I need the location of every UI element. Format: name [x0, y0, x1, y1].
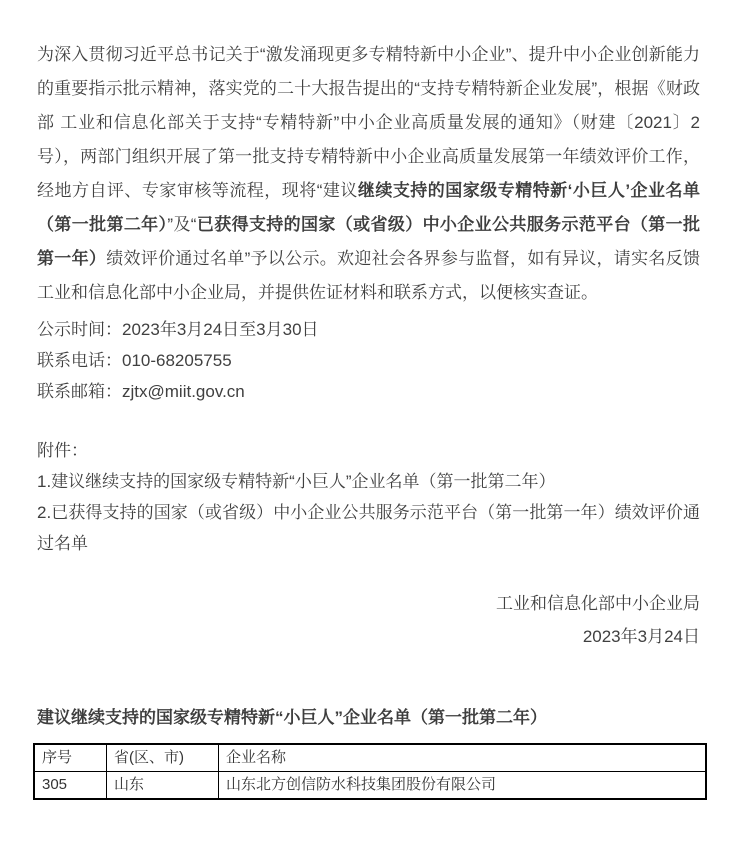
- signature: [37, 587, 700, 653]
- header-province: 省(区、市): [107, 744, 219, 772]
- bold-list1-name: 继续支持的国家级专精特新‘小巨人’企业名单（第一批第二年）: [37, 181, 700, 234]
- signature-date: 2023年3月24日: [582, 627, 700, 646]
- paragraph-lead-text: 为深入贯彻习近平总书记关于“激发涌现更多专精特新中小企业”、提升中小企业创新能力的重要指示批示精神，落实党的二十大报告提出的“支持专精特新企业发展”，根据《财政部 工业和信息化部关于支持“专精特新”中小企业高质量发展的通知》（财建〔2021〕2号），两部门组织开展了第一批支持专精特新中小企业高质量发展第一年绩效评价工作，经地方自评、专家审核等流程，现将“建议: [37, 45, 700, 200]
- contact-phone-line: 联系电话：010-68205755: [37, 351, 232, 370]
- paragraph-connector-text: ”及“: [167, 215, 197, 234]
- attachments-label: 附件：: [37, 441, 88, 460]
- roster-table-title: 建议继续支持的国家级专精特新“小巨人”企业名单（第一批第二年）: [37, 708, 547, 727]
- attachment-item-1: 1.建议继续支持的国家级专精特新“小巨人”企业名单（第一批第二年）: [37, 472, 556, 491]
- enterprise-roster-table: [33, 743, 707, 800]
- contact-info: [37, 314, 700, 407]
- bold-list2-name: 已获得支持的国家（或省级）中小企业公共服务示范平台（第一批第一年）: [37, 215, 701, 268]
- publicity-period-line: 公示时间：2023年3月24日至3月30日: [37, 320, 319, 339]
- attachment-item-2: 2.已获得支持的国家（或省级）中小企业公共服务示范平台（第一批第一年）绩效评价通过名单: [37, 503, 700, 553]
- cell-enterprise-name: 山东北方创信防水科技集团股份有限公司: [219, 772, 707, 800]
- contact-email-line: 联系邮箱：zjtx@miit.gov.cn: [37, 382, 245, 401]
- table-header-row: [34, 744, 706, 772]
- cell-serial-number: 305: [34, 772, 107, 800]
- paragraph-tail-text: 绩效评价通过名单”予以公示。欢迎社会各界参与监督，如有异议，请实名反馈工业和信息化部中小企业局，并提供佐证材料和联系方式，以便核实查证。: [37, 249, 700, 302]
- header-serial-number: 序号: [34, 744, 107, 772]
- announcement-paragraph: [37, 38, 700, 310]
- signature-organization: 工业和信息化部中小企业局: [496, 594, 700, 613]
- header-enterprise-name: 企业名称: [219, 744, 707, 772]
- table-row: [34, 772, 706, 800]
- cell-province: 山东: [107, 772, 219, 800]
- attachments-list: [37, 435, 700, 559]
